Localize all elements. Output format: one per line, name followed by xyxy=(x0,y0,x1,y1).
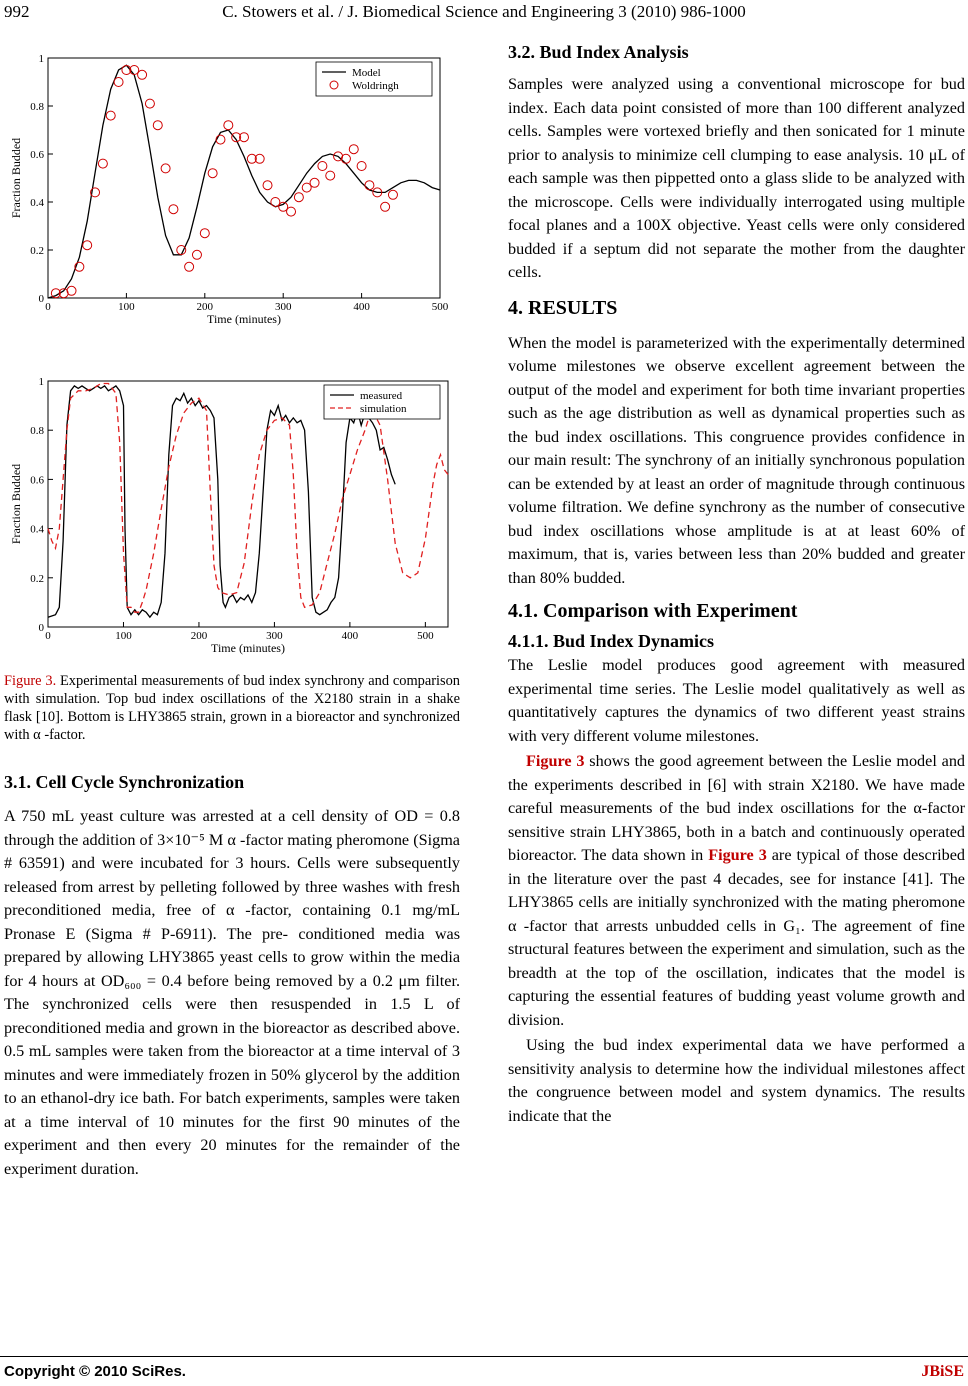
data-point-woldringh xyxy=(341,154,350,163)
x-tick-label: 0 xyxy=(45,301,51,313)
x-tick-label: 100 xyxy=(115,630,132,642)
data-point-woldringh xyxy=(83,241,92,250)
y-tick-label: 0 xyxy=(38,622,44,634)
caption-text: Experimental measurements of bud index synchrony and comparison with simulation. Top bud index oscillations of the X2180 strain in a shake flask [10]. Bottom is LHY3865 strain, grown in a bioreactor and synchronized with α -factor. xyxy=(4,673,460,743)
page-header xyxy=(0,0,968,26)
section-3-2-text: Samples were analyzed using a conventional microscope for bud index. Each data point consisted of more than 100 different analyzed cells. Samples were vortexed briefly and then sonicated for 1 minute prior to analysis to minimize cell clumping to ease analysis. 10 μL of each sample was then pippetted onto a glass slide to be analyzed with the microscope. Cells were individually interrogated using multiple focal planes and a 100X objective. Yeast cells were only considered budded if a septum did not separate the mother from the daughter cells. xyxy=(508,75,965,281)
data-point-woldringh xyxy=(310,178,319,187)
data-point-woldringh xyxy=(177,246,186,255)
data-point-woldringh xyxy=(388,190,397,199)
y-tick-label: 0.2 xyxy=(30,245,44,257)
data-point-woldringh xyxy=(287,207,296,216)
y-tick-label: 0.6 xyxy=(30,149,44,161)
data-point-woldringh xyxy=(106,111,115,120)
chart-top xyxy=(4,40,460,330)
data-point-woldringh xyxy=(208,169,217,178)
data-point-woldringh xyxy=(357,162,366,171)
figure-top xyxy=(4,40,460,335)
data-point-woldringh xyxy=(114,78,123,87)
y-tick-label: 0 xyxy=(38,293,44,305)
y-tick-label: 0.4 xyxy=(30,197,44,209)
data-point-woldringh xyxy=(349,145,358,154)
page-footer xyxy=(0,1356,968,1386)
legend-label: Model xyxy=(352,67,381,79)
section-4-1-1-heading: 4.1.1. Bud Index Dynamics xyxy=(508,631,715,651)
x-tick-label: 300 xyxy=(274,301,292,313)
y-tick-label: 1 xyxy=(38,53,44,65)
data-point-woldringh xyxy=(161,164,170,173)
section-4-1-1-text-1: The Leslie model produces good agreement with measured experimental time series. The Leslie model qualitatively as well as quantitatively captures the dynamics of two different yeast strains with very different volume milestones. xyxy=(508,656,965,745)
y-tick-label: 1 xyxy=(38,376,44,388)
legend-label: Woldringh xyxy=(352,80,399,92)
data-point-woldringh xyxy=(67,286,76,295)
x-tick-label: 100 xyxy=(118,301,135,313)
figure-caption xyxy=(4,672,460,744)
y-axis-label: Fraction Budded xyxy=(9,137,23,219)
x-axis-label: Time (minutes) xyxy=(211,641,285,655)
section-3-1-text: A 750 mL yeast culture was arrested at a cell density of OD = 0.8 through the addition of 3×10⁻⁵ M α -factor mating pheromone (Sigma # 63591) and were incubated for 3 hours. Cells were subsequently released from arrest by pelleting followed by three washes with fresh preconditioned media, free of α -factor, containing 0.1 mg/mL Pronase E (Sigma # P-6911). The pre- conditioned media was prepared by allowing LHY3865 yeast cells to grow within the media for 4 hours at OD₆₀₀ = 0.4 before being removed by a 0.2 μm filter. The synchronized cells were then resuspended in 1.5 L of preconditioned media and grown in the bioreactor as described above. 0.5 mL samples were taken from the bioreactor at a time interval of 3 minutes and were immediately frozen in 50% glycerol by the addition to an ethanol-dry ice bath. For batch experiments, samples were taken at a time interval of 10 minutes for the first 90 minutes of the experiment and then every 20 minutes for the remainder of the experiment duration. xyxy=(4,807,460,1178)
series-line-model xyxy=(48,65,440,298)
data-point-woldringh xyxy=(138,70,147,79)
figure-ref-2[interactable]: Figure 3 xyxy=(708,846,767,864)
left-column xyxy=(4,40,460,1181)
y-axis-label: Fraction Budded xyxy=(9,463,23,545)
y-tick-label: 0.8 xyxy=(30,425,44,438)
x-tick-label: 300 xyxy=(266,630,283,642)
data-point-woldringh xyxy=(145,99,154,108)
data-point-woldringh xyxy=(263,181,272,190)
x-tick-label: 200 xyxy=(196,301,214,313)
data-point-woldringh xyxy=(365,181,374,190)
x-axis-label: Time (minutes) xyxy=(207,312,281,326)
data-point-woldringh xyxy=(216,135,225,144)
figure-ref-1[interactable]: Figure 3 xyxy=(526,752,585,770)
series-line-measured xyxy=(48,386,395,617)
page-number: 992 xyxy=(4,2,30,21)
x-tick-label: 400 xyxy=(353,301,370,313)
section-3-1-heading: 3.1. Cell Cycle Synchronization xyxy=(4,772,245,792)
data-point-woldringh xyxy=(326,171,335,180)
data-point-woldringh xyxy=(318,162,327,171)
journal-name: JBiSE xyxy=(921,1363,964,1380)
figure-bottom xyxy=(4,365,460,666)
data-point-woldringh xyxy=(200,229,209,238)
y-tick-label: 0.6 xyxy=(30,474,44,487)
data-point-woldringh xyxy=(169,205,178,214)
data-point-woldringh xyxy=(224,121,233,130)
data-point-woldringh xyxy=(153,121,162,130)
section-4-text: When the model is parameterized with the experimentally determined volume milestones we observe excellent agreement between the output of the model and experiment for both time invariant properties such as the age distribution as well as dynamical properties such as the bud index oscillations. This congruence provides confidence in our main result: The synchrony of an initially synchronous population can be extended by at least an order of magnitude through continuous volume filtration. We define synchrony as the number of consecutive bud index oscillations whose amplitude is at at least 60% of maximum, that is, varies between less than 20% budded and greater than 80% budded. xyxy=(508,333,965,587)
section-4-1-1-text-3: Using the bud index experimental data we have performed a sensitivity analysis to determine how the individual milestones affect the congruence between model and system dynamics. The results indicate that the xyxy=(508,1036,965,1125)
right-column xyxy=(508,40,965,1128)
legend-label: measured xyxy=(360,390,403,402)
section-3-2-heading: 3.2. Bud Index Analysis xyxy=(508,42,689,62)
data-point-woldringh xyxy=(381,202,390,211)
para-2-part-b: are typical of those described in the literature over the past 4 decades, see for instance [41]. The LHY3865 cells are initially synchronized with the mating pheromone α -factor that arrests unbudded cells in G₁. The agreement of fine structural features between the experiment and simulation, such as the breadth at the top of the oscillation, indicates that the model is capturing the essential features of budding yeast volume growth and division. xyxy=(508,846,965,1029)
para-2-part-a: shows the good agreement between the Leslie model and the experiments described in [6] with strain X2180. We have made careful measurements of the bud index oscillations for the α-factor sensitive strain LHY3865, both in a batch and continuously operated bioreactor. The data shown in xyxy=(508,752,966,864)
x-tick-label: 400 xyxy=(341,630,359,642)
x-tick-label: 0 xyxy=(45,630,51,642)
copyright: Copyright © 2010 SciRes. xyxy=(4,1363,186,1380)
y-tick-label: 0.8 xyxy=(30,101,44,113)
x-tick-label: 500 xyxy=(431,301,449,313)
y-tick-label: 0.4 xyxy=(30,523,44,536)
figure-label: Figure 3. xyxy=(4,673,57,689)
x-tick-label: 200 xyxy=(190,630,208,642)
section-4-heading: 4. RESULTS xyxy=(508,296,618,319)
data-point-woldringh xyxy=(98,159,107,168)
section-4-1-1-text-2 xyxy=(508,750,965,1032)
data-point-woldringh xyxy=(192,250,201,259)
running-title: C. Stowers et al. / J. Biomedical Science and Engineering 3 (2010) 986-1000 xyxy=(222,2,746,21)
chart-bottom xyxy=(4,365,460,661)
data-point-woldringh xyxy=(294,193,303,202)
x-tick-label: 500 xyxy=(417,630,434,642)
legend-label: simulation xyxy=(360,403,407,415)
y-tick-label: 0.2 xyxy=(30,572,44,585)
data-point-woldringh xyxy=(185,262,194,271)
section-4-1-heading: 4.1. Comparison with Experiment xyxy=(508,600,798,622)
